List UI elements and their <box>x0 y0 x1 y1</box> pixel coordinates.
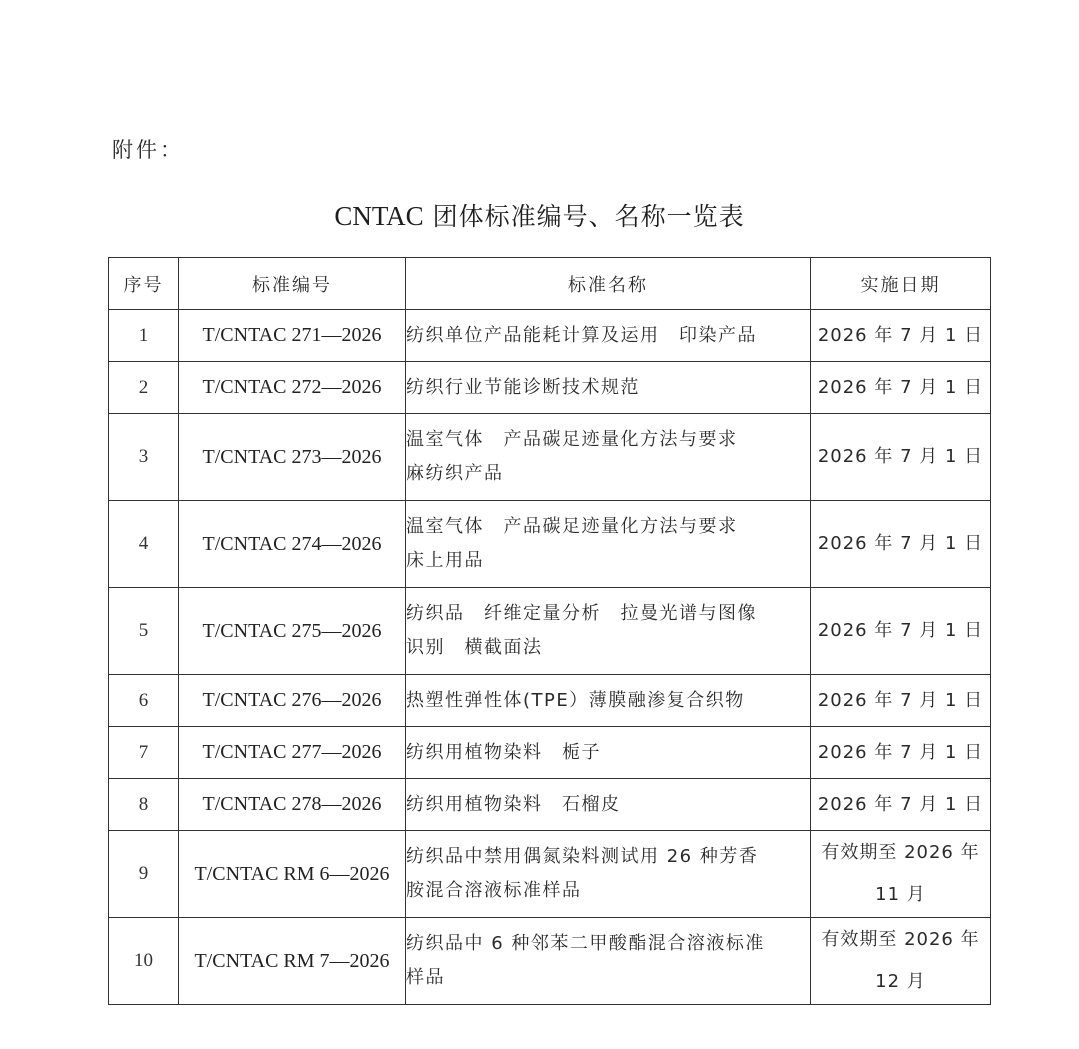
standard-code: T/CNTAC 271—2026 <box>179 310 406 362</box>
standard-name: 热塑性弹性体(TPE）薄膜融渗复合织物 <box>406 675 811 727</box>
standard-code: T/CNTAC RM 7—2026 <box>179 918 406 1005</box>
header-date: 实施日期 <box>811 258 991 310</box>
effective-date: 2026 年 7 月 1 日 <box>811 414 991 501</box>
standard-code: T/CNTAC 272—2026 <box>179 362 406 414</box>
page-title <box>0 197 1079 233</box>
standard-code: T/CNTAC 273—2026 <box>179 414 406 501</box>
standard-name: 纺织品中 6 种邻苯二甲酸酯混合溶液标准 样品 <box>406 918 811 1005</box>
table-row <box>109 310 991 362</box>
standard-name: 纺织用植物染料 石榴皮 <box>406 779 811 831</box>
row-number: 7 <box>109 727 179 779</box>
table-header-row <box>109 258 991 310</box>
effective-date: 2026 年 7 月 1 日 <box>811 310 991 362</box>
effective-date: 2026 年 7 月 1 日 <box>811 588 991 675</box>
standard-name: 纺织用植物染料 栀子 <box>406 727 811 779</box>
standard-name: 温室气体 产品碳足迹量化方法与要求 麻纺织产品 <box>406 414 811 501</box>
standard-name: 纺织单位产品能耗计算及运用 印染产品 <box>406 310 811 362</box>
standard-code: T/CNTAC 276—2026 <box>179 675 406 727</box>
effective-date: 有效期至 2026 年 12 月 <box>811 918 991 1005</box>
standard-name: 纺织行业节能诊断技术规范 <box>406 362 811 414</box>
title-prefix: CNTAC <box>334 201 424 231</box>
row-number: 10 <box>109 918 179 1005</box>
row-number: 6 <box>109 675 179 727</box>
effective-date: 2026 年 7 月 1 日 <box>811 362 991 414</box>
header-code: 标准编号 <box>179 258 406 310</box>
row-number: 4 <box>109 501 179 588</box>
effective-date: 2026 年 7 月 1 日 <box>811 779 991 831</box>
table-row <box>109 918 991 1005</box>
effective-date: 2026 年 7 月 1 日 <box>811 727 991 779</box>
standard-code: T/CNTAC 274—2026 <box>179 501 406 588</box>
standard-name: 温室气体 产品碳足迹量化方法与要求 床上用品 <box>406 501 811 588</box>
standard-name: 纺织品中禁用偶氮染料测试用 26 种芳香 胺混合溶液标准样品 <box>406 831 811 918</box>
row-number: 5 <box>109 588 179 675</box>
effective-date: 2026 年 7 月 1 日 <box>811 501 991 588</box>
standard-code: T/CNTAC 278—2026 <box>179 779 406 831</box>
table-row <box>109 414 991 501</box>
row-number: 1 <box>109 310 179 362</box>
effective-date: 有效期至 2026 年 11 月 <box>811 831 991 918</box>
standards-table <box>108 257 991 1005</box>
header-no: 序号 <box>109 258 179 310</box>
table-row <box>109 779 991 831</box>
title-text: 团体标准编号、名称一览表 <box>423 202 745 231</box>
row-number: 8 <box>109 779 179 831</box>
table-row <box>109 675 991 727</box>
row-number: 2 <box>109 362 179 414</box>
standard-code: T/CNTAC 277—2026 <box>179 727 406 779</box>
effective-date: 2026 年 7 月 1 日 <box>811 675 991 727</box>
row-number: 3 <box>109 414 179 501</box>
standard-code: T/CNTAC RM 6—2026 <box>179 831 406 918</box>
table-row <box>109 501 991 588</box>
table-row <box>109 727 991 779</box>
standard-code: T/CNTAC 275—2026 <box>179 588 406 675</box>
table-row <box>109 831 991 918</box>
table-row <box>109 588 991 675</box>
row-number: 9 <box>109 831 179 918</box>
attachment-label: 附件： <box>112 138 184 162</box>
table-row <box>109 362 991 414</box>
standard-name: 纺织品 纤维定量分析 拉曼光谱与图像 识别 横截面法 <box>406 588 811 675</box>
header-name: 标准名称 <box>406 258 811 310</box>
